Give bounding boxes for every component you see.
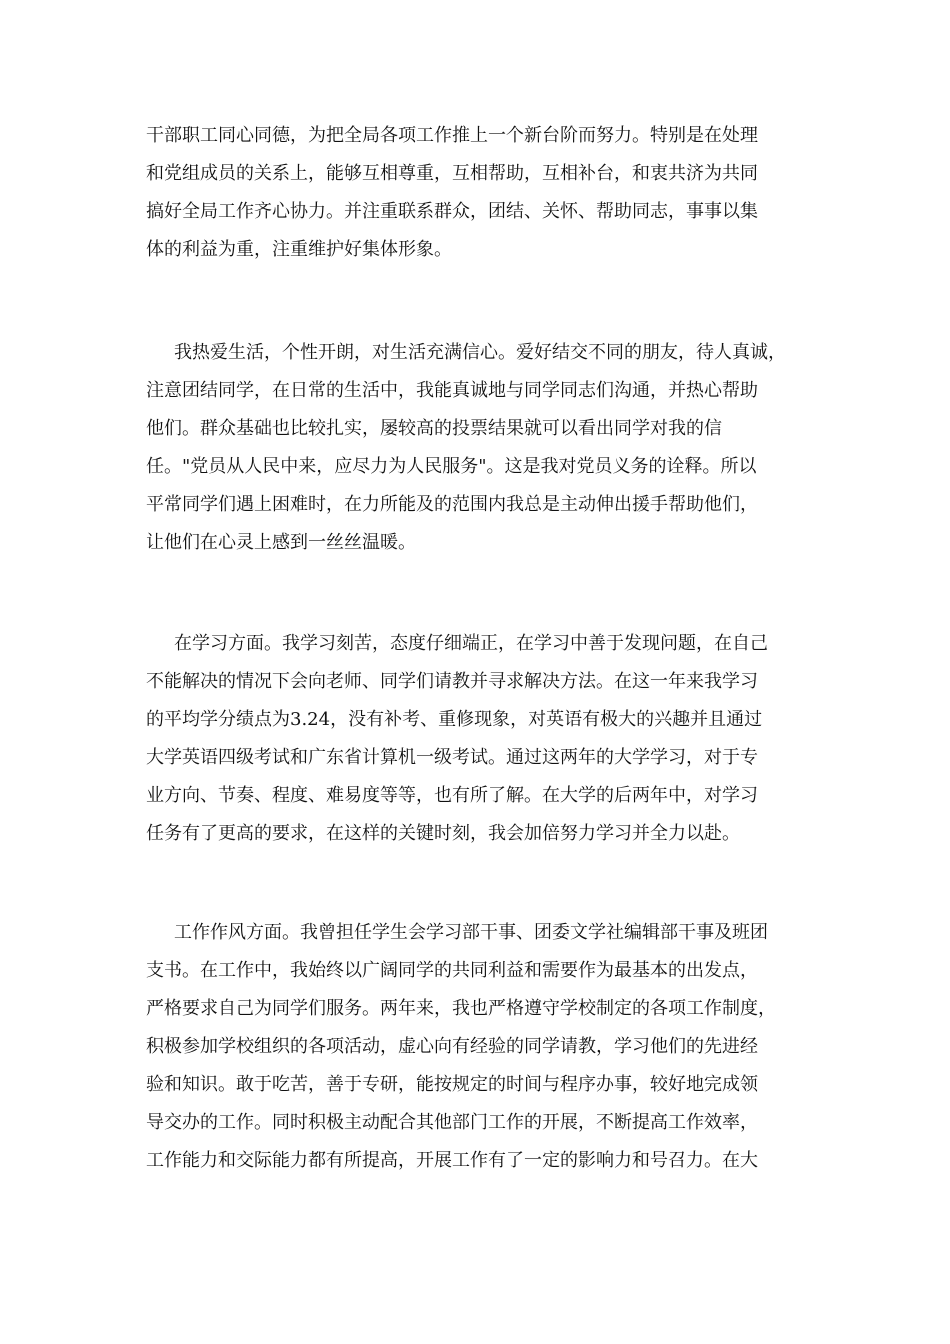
- text-line: 搞好全局工作齐心协力。并注重联系群众，团结、关怀、帮助同志，事事以集: [146, 201, 758, 222]
- text-line: 在学习方面。我学习刻苦，态度仔细端正，在学习中善于发现问题，在自己: [174, 633, 768, 654]
- text-line: 平常同学们遇上困难时，在力所能及的范围内我总是主动伸出援手帮助他们，: [146, 494, 758, 515]
- text-line: 的平均学分绩点为3.24，没有补考、重修现象，对英语有极大的兴趣并且通过: [146, 709, 763, 730]
- paragraph-life: [146, 334, 826, 562]
- text-line: 他们。群众基础也比较扎实，屡较高的投票结果就可以看出同学对我的信: [146, 418, 722, 439]
- text-line: 严格要求自己为同学们服务。两年来，我也严格遵守学校制定的各项工作制度，: [146, 998, 776, 1019]
- text-line: 业方向、节奏、程度、难易度等等，也有所了解。在大学的后两年中，对学习: [146, 785, 758, 806]
- text-line: 让他们在心灵上感到一丝丝温暖。: [146, 532, 416, 553]
- text-line: 任务有了更高的要求，在这样的关键时刻，我会加倍努力学习并全力以赴。: [146, 823, 740, 844]
- text-line: 工作能力和交际能力都有所提高，开展工作有了一定的影响力和号召力。在大: [146, 1150, 758, 1171]
- text-line: 注意团结同学，在日常的生活中，我能真诚地与同学同志们沟通，并热心帮助: [146, 380, 758, 401]
- text-line: 导交办的工作。同时积极主动配合其他部门工作的开展，不断提高工作效率，: [146, 1112, 758, 1133]
- paragraph-continuation: [146, 117, 826, 269]
- paragraph-study: [146, 625, 826, 853]
- text-line: 大学英语四级考试和广东省计算机一级考试。通过这两年的大学学习，对于专: [146, 747, 758, 768]
- text-line: 和党组成员的关系上，能够互相尊重，互相帮助，互相补台，和衷共济为共同: [146, 163, 758, 184]
- text-line: 验和知识。敢于吃苦，善于专研，能按规定的时间与程序办事，较好地完成领: [146, 1074, 758, 1095]
- text-line: 任。"党员从人民中来，应尽力为人民服务"。这是我对党员义务的诠释。所以: [146, 456, 757, 477]
- text-line: 支书。在工作中，我始终以广阔同学的共同利益和需要作为最基本的出发点，: [146, 960, 758, 981]
- text-line: 工作作风方面。我曾担任学生会学习部干事、团委文学社编辑部干事及班团: [174, 922, 768, 943]
- text-line: 积极参加学校组织的各项活动，虚心向有经验的同学请教，学习他们的先进经: [146, 1036, 758, 1057]
- text-line: 干部职工同心同德，为把全局各项工作推上一个新台阶而努力。特别是在处理: [146, 125, 758, 146]
- text-line: 不能解决的情况下会向老师、同学们请教并寻求解决方法。在这一年来我学习: [146, 671, 758, 692]
- text-line: 我热爱生活，个性开朗，对生活充满信心。爱好结交不同的朋友，待人真诚，: [174, 342, 786, 363]
- text-line: 体的利益为重，注重维护好集体形象。: [146, 239, 452, 260]
- paragraph-work-style: [146, 914, 826, 1180]
